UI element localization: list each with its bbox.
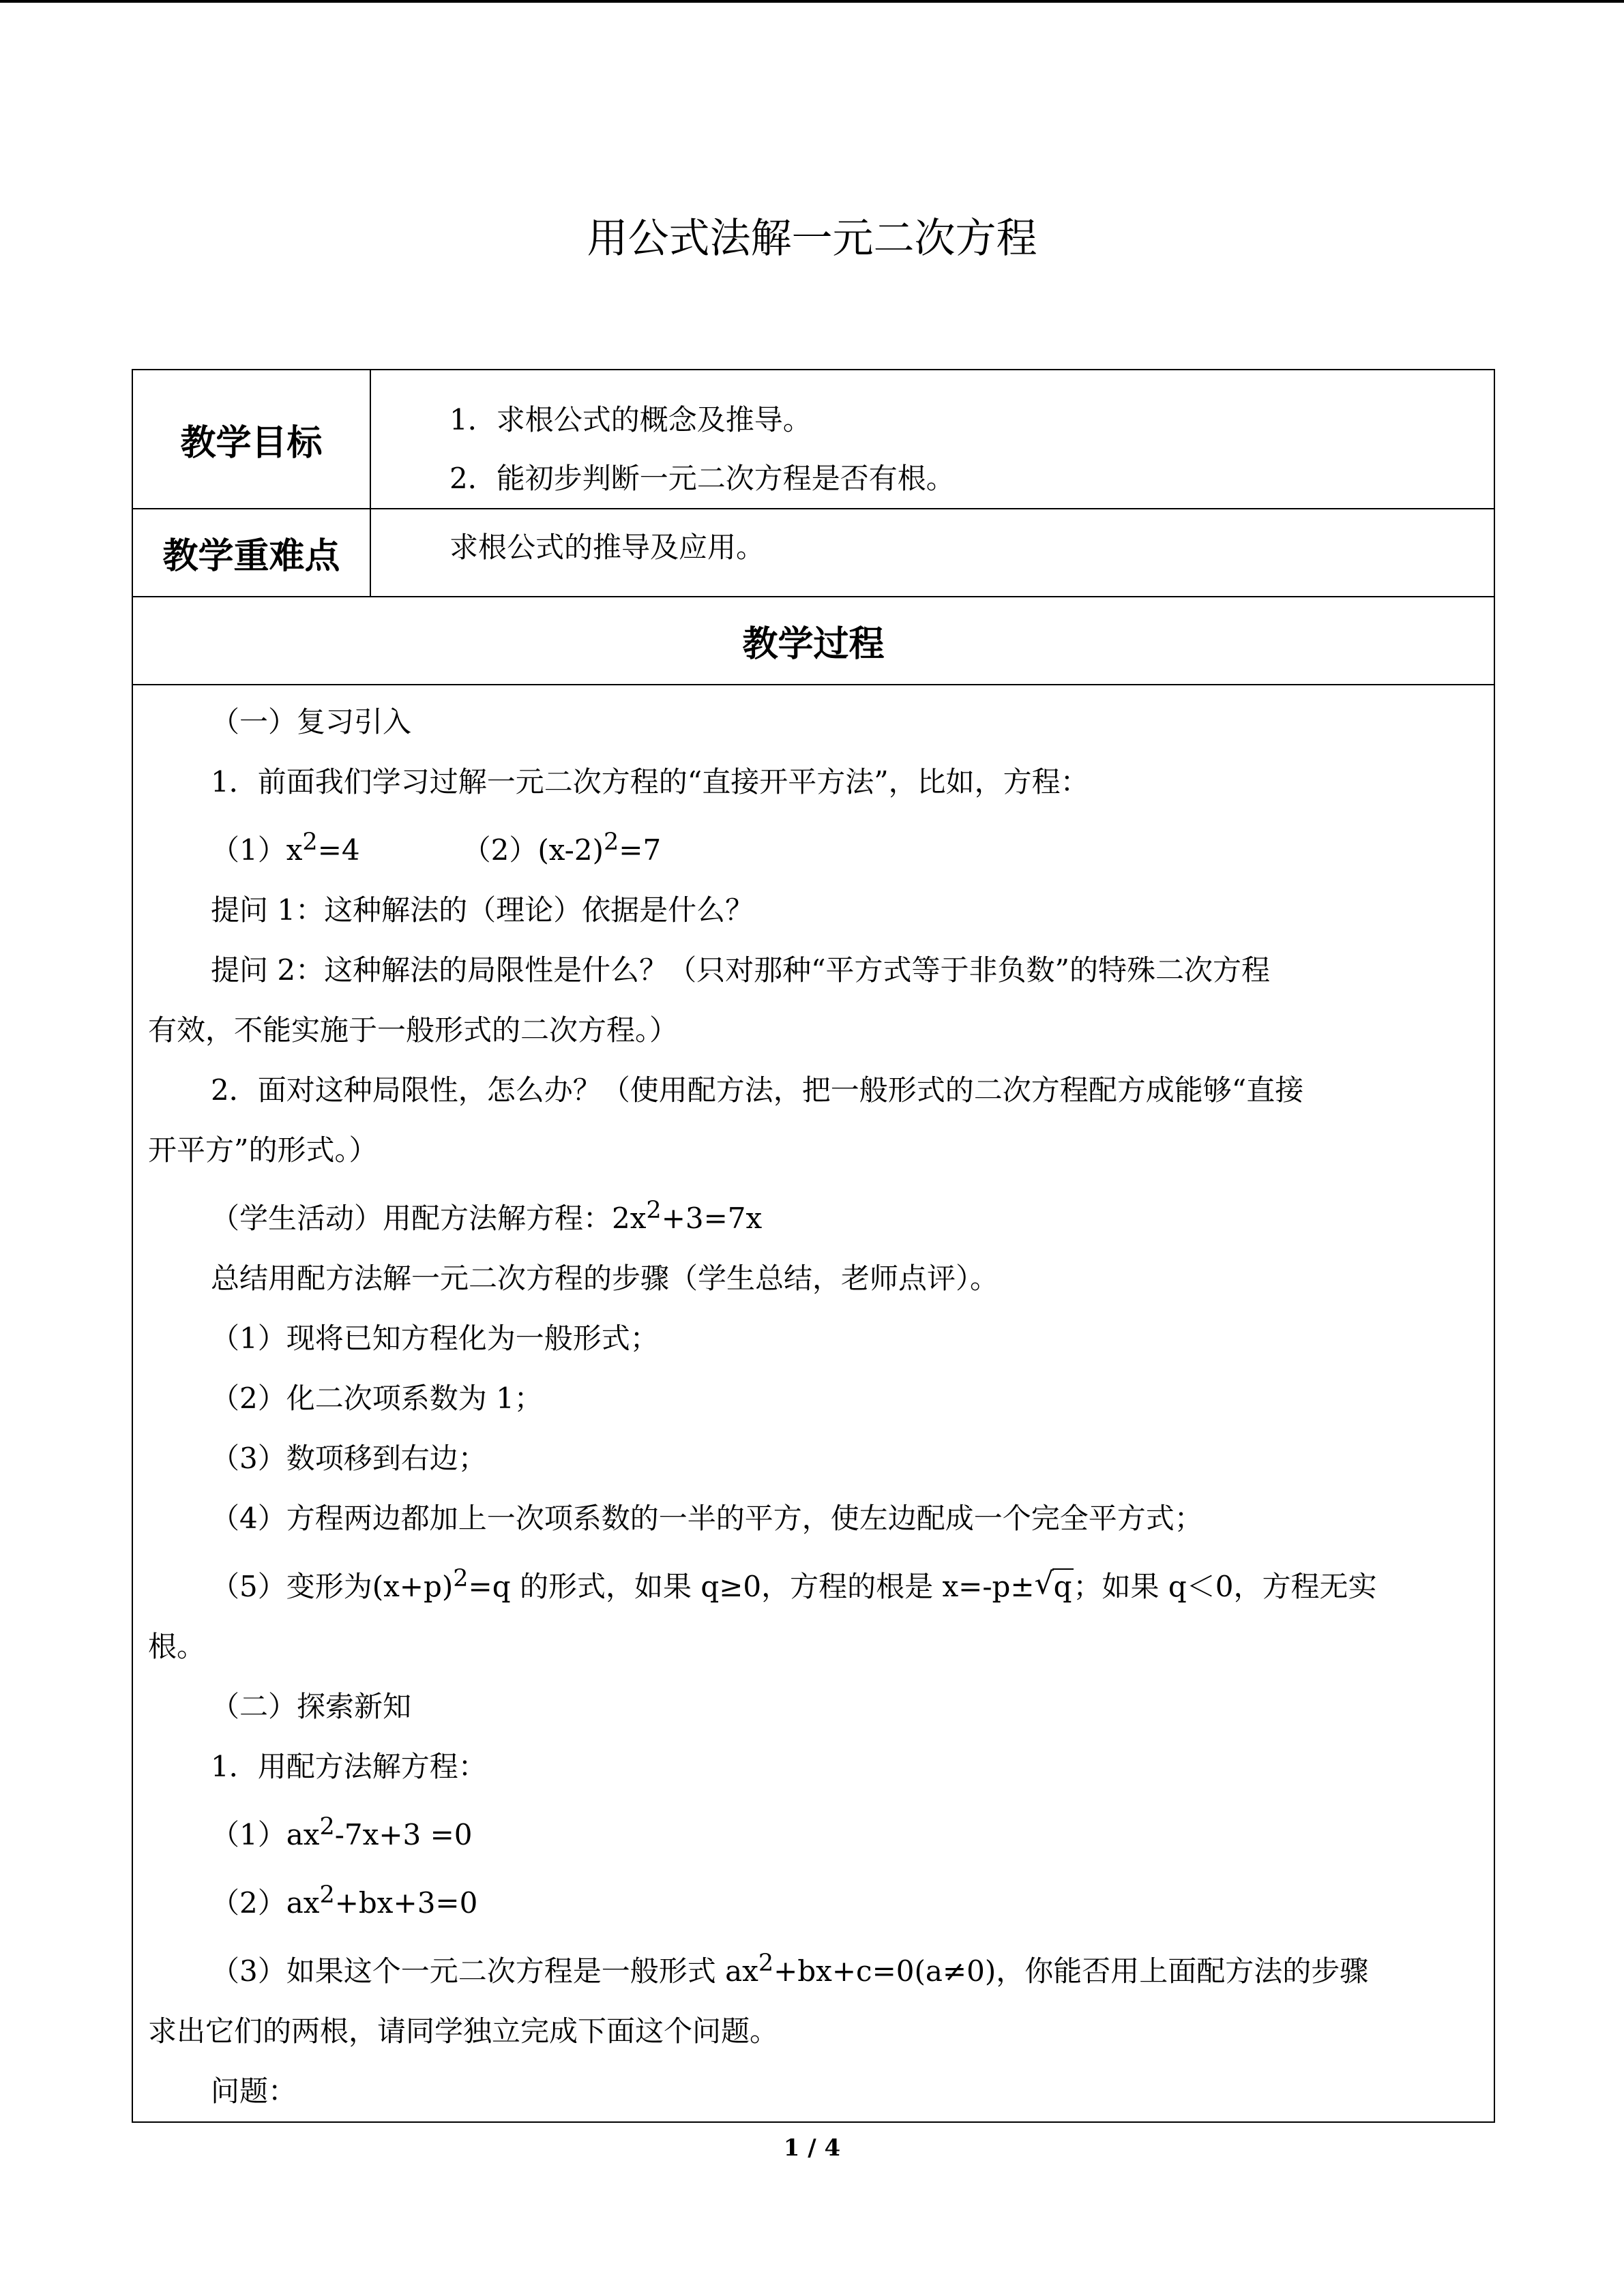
text-line: 1．前面我们学习过解一元二次方程的“直接开平方法”，比如，方程： bbox=[211, 765, 1089, 799]
text-line-continued: 求出它们的两根，请同学独立完成下面这个问题。 bbox=[148, 2014, 779, 2048]
page-number: 1 / 4 bbox=[783, 2134, 841, 2162]
lesson-plan-table bbox=[132, 369, 1495, 2123]
equation-line: $(2)ax^2+bx+3=0$ bbox=[211, 1881, 478, 1920]
process-body-row bbox=[132, 685, 1494, 2122]
text-line: （3）如果这个一元二次方程是一般形式 $ax^2+bx+c=0(a\ne 0)$，你能否用上面配方法的步骤 bbox=[211, 1950, 1369, 1988]
top-border-line bbox=[0, 0, 1624, 3]
keypoints-content bbox=[370, 509, 1494, 597]
goal-item: 1．求根公式的概念及推导。 bbox=[449, 403, 812, 436]
student-activity: （学生活动）用配方法解方程：$2x^2+3=7x$ bbox=[211, 1197, 763, 1235]
equation-line: $(1)ax^2-7x+3 =0$ bbox=[211, 1813, 473, 1851]
equation-line: $(1)x^2=4$ $(2)(x-2)^2=7$ bbox=[211, 829, 662, 867]
question-1: 提问 1：这种解法的（理论）依据是什么？ bbox=[211, 893, 754, 927]
step-item-continued: 根。 bbox=[148, 1630, 206, 1663]
document-title: 用公式法解一元二次方程 bbox=[587, 215, 1037, 263]
step-item: （1）现将已知方程化为一般形式； bbox=[211, 1322, 659, 1355]
process-content bbox=[132, 685, 1494, 2122]
step-item: （4）方程两边都加上一次项系数的一半的平方，使左边配成一个完全平方式； bbox=[211, 1502, 1203, 1535]
text-line: 2．面对这种局限性，怎么办？（使用配方法，把一般形式的二次方程配方成能够“直接 bbox=[211, 1073, 1304, 1107]
goals-row bbox=[132, 370, 1494, 509]
text-line: 总结用配方法解一元二次方程的步骤（学生总结，老师点评）。 bbox=[211, 1262, 999, 1295]
question-2-continued: 有效，不能实施于一般形式的二次方程。） bbox=[148, 1013, 679, 1047]
sqrt-symbol: √ q bbox=[1035, 1557, 1074, 1617]
goals-label: 教学目标 bbox=[132, 370, 370, 509]
section-heading-review: （一）复习引入 bbox=[211, 705, 412, 739]
keypoints-label: 教学重难点 bbox=[132, 509, 370, 597]
text-line: 1．用配方法解方程： bbox=[211, 1750, 487, 1783]
process-title: 教学过程 bbox=[132, 597, 1494, 685]
section-heading-explore: （二）探索新知 bbox=[211, 1690, 412, 1723]
step-item: （2）化二次项系数为 1； bbox=[211, 1382, 543, 1415]
text-line-continued: 开平方”的形式。） bbox=[148, 1133, 378, 1167]
step-item: （3）数项移到右边； bbox=[211, 1442, 487, 1475]
keypoints-row bbox=[132, 509, 1494, 597]
goal-item: 2．能初步判断一元二次方程是否有根。 bbox=[449, 462, 955, 495]
process-title-row bbox=[132, 597, 1494, 685]
question-2: 提问 2：这种解法的局限性是什么？（只对那种“平方式等于非负数”的特殊二次方程 bbox=[211, 953, 1271, 987]
step-item: （5）变形为$(x+p)^2=q$ 的形式，如果 q≥0，方程的根是 x=-p±√ q；如果 q＜0，方程无实 bbox=[148, 1549, 1494, 1617]
problem-label: 问题： bbox=[211, 2074, 297, 2108]
keypoints-text: 求根公式的推导及应用。 bbox=[449, 531, 765, 564]
goals-content bbox=[370, 370, 1494, 509]
